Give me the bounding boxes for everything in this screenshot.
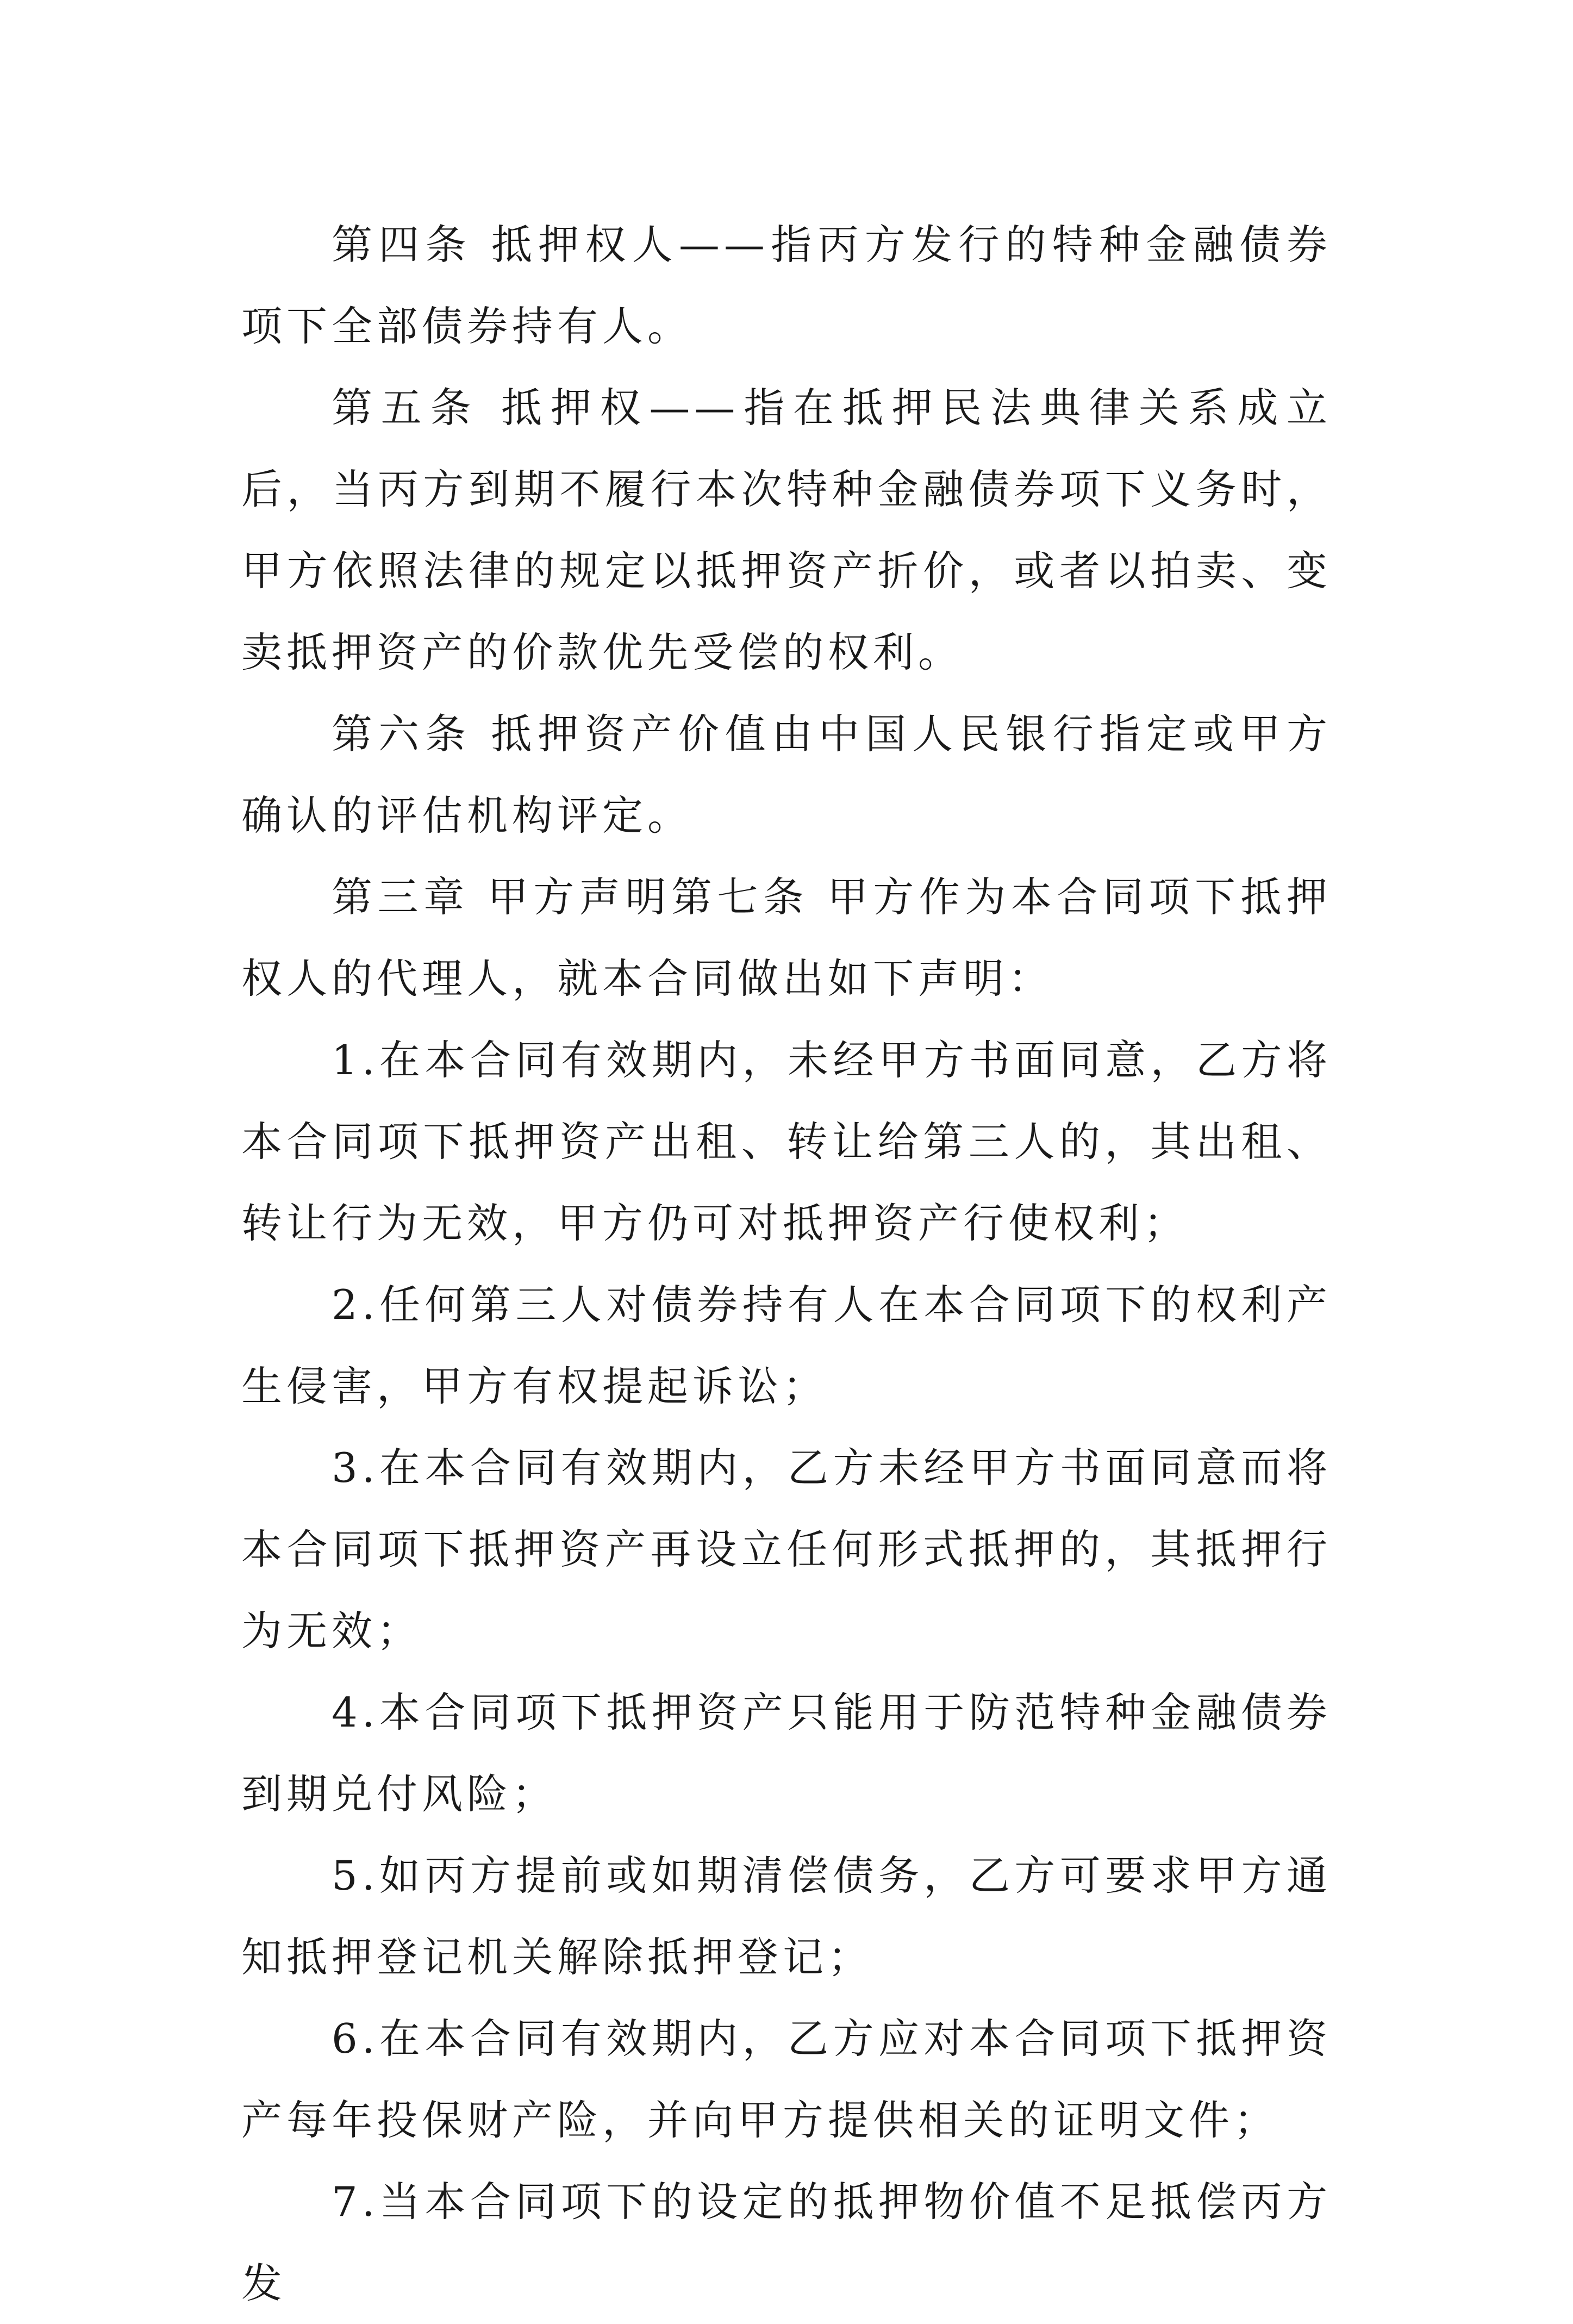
declaration-item-3: 3.在本合同有效期内，乙方未经甲方书面同意而将本合同项下抵押资产再设立任何形式抵押的，其抵押行为无效； (241, 1444, 1332, 1655)
document-body (241, 204, 1332, 2324)
article-5-paragraph: 第五条 抵押权——指在抵押民法典律关系成立后，当丙方到期不履行本次特种金融债券项下义务时，甲方依照法律的规定以抵押资产折价，或者以拍卖、变卖抵押资产的价款优先受偿的权利。 (241, 384, 1332, 676)
declaration-item-7: 7.当本合同项下的设定的抵押物价值不足抵偿丙方发 (241, 2178, 1332, 2307)
declaration-item-6: 6.在本合同有效期内，乙方应对本合同项下抵押资产每年投保财产险，并向甲方提供相关的证明文件； (241, 2015, 1332, 2144)
chapter-3-article-7-paragraph: 第三章 甲方声明第七条 甲方作为本合同项下抵押权人的代理人，就本合同做出如下声明： (241, 873, 1332, 1002)
article-6-paragraph: 第六条 抵押资产价值由中国人民银行指定或甲方确认的评估机构评定。 (241, 710, 1332, 839)
declaration-item-2: 2.任何第三人对债券持有人在本合同项下的权利产生侵害，甲方有权提起诉讼； (241, 1281, 1332, 1410)
article-4-paragraph: 第四条 抵押权人——指丙方发行的特种金融债券项下全部债券持有人。 (241, 221, 1332, 350)
declaration-item-1: 1.在本合同有效期内，未经甲方书面同意，乙方将本合同项下抵押资产出租、转让给第三人的，其出租、转让行为无效，甲方仍可对抵押资产行使权利； (241, 1036, 1332, 1247)
declaration-item-4: 4.本合同项下抵押资产只能用于防范特种金融债券到期兑付风险； (241, 1689, 1332, 1818)
declaration-item-5: 5.如丙方提前或如期清偿债务，乙方可要求甲方通知抵押登记机关解除抵押登记； (241, 1852, 1332, 1981)
